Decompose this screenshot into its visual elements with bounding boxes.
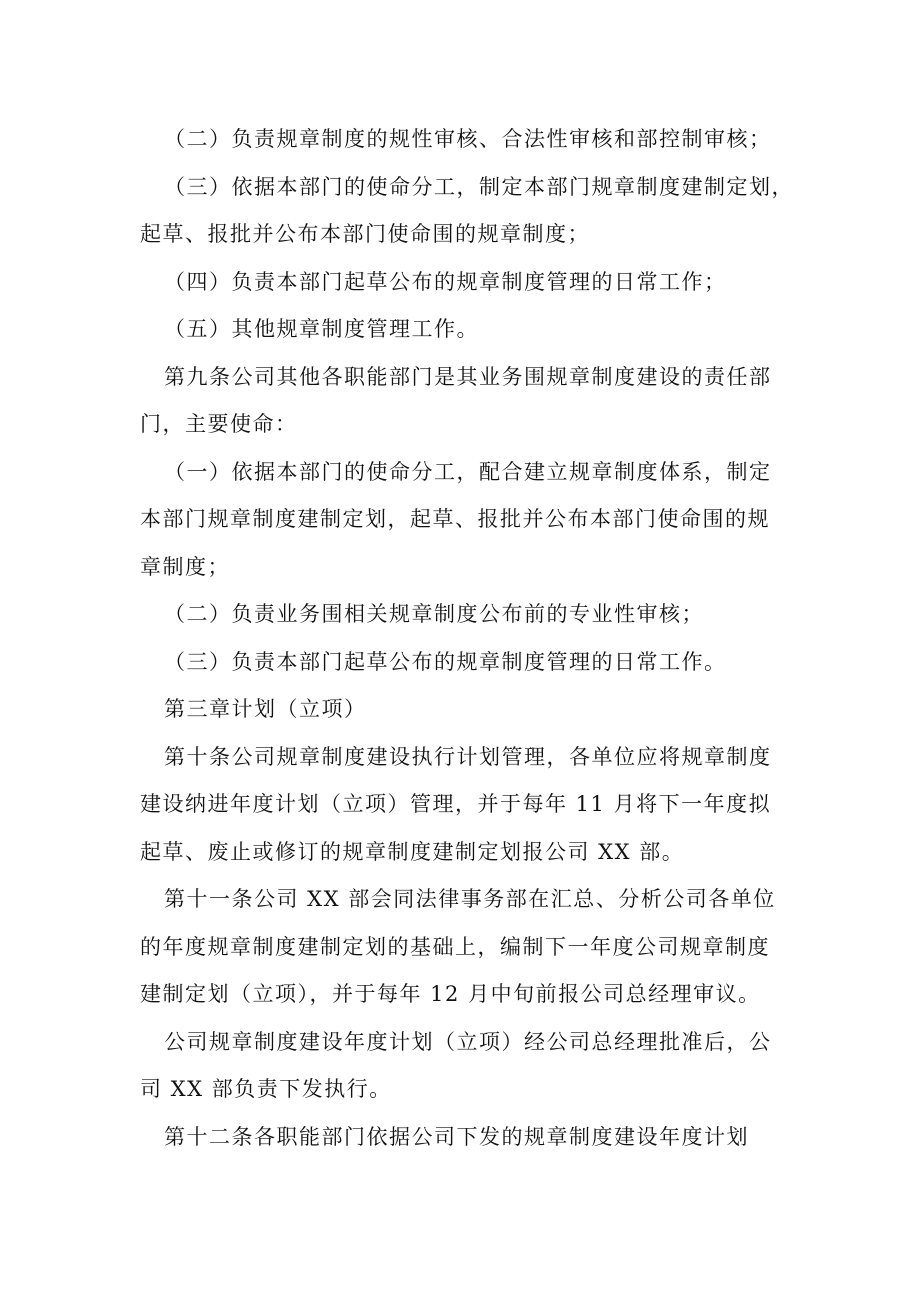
article-9-item-1-cont: 本部门规章制度建制定划，起草、报批并公布本部门使命围的规 — [140, 507, 770, 531]
article-9-heading: 第九条公司其他各职能部门是其业务围规章制度建设的责任部 — [164, 364, 772, 389]
article-9-item-1-end: 章制度； — [140, 554, 230, 579]
article-9-item-1: （一）依据本部门的使命分工，配合建立规章制度体系，制定 — [164, 459, 772, 484]
article-9-item-2: （二）负责业务围相关规章制度公布前的专业性审核； — [164, 602, 704, 626]
article-12: 第十二条各职能部门依据公司下发的规章制度建设年度计划 — [164, 1124, 749, 1149]
annual-plan-paragraph-end: 司 XX 部负责下发执行。 — [140, 1077, 392, 1101]
article-11-end: 建制定划（立项），并于每年 12 月中旬前报公司总经理审议。 — [140, 982, 761, 1006]
clause-item-3-plan: （三）依据本部门的使命分工，制定本部门规章制度建制定划， — [164, 174, 794, 199]
document-body — [140, 116, 800, 1161]
article-11-cont: 的年度规章制度建制定划的基础上，编制下一年度公司规章制度 — [140, 934, 770, 959]
article-9-heading-cont: 门，主要使命： — [140, 412, 298, 436]
article-10-cont: 建设纳进年度计划（立项）管理，并于每年 11 月将下一年度拟 — [140, 792, 772, 816]
annual-plan-paragraph: 公司规章制度建设年度计划（立项）经公司总经理批准后，公 — [164, 1029, 772, 1054]
article-10: 第十条公司规章制度建设执行计划管理，各单位应将规章制度 — [164, 744, 772, 769]
clause-item-3-plan-cont: 起草、报批并公布本部门使命围的规章制度； — [140, 222, 590, 246]
article-9-item-3: （三）负责本部门起草公布的规章制度管理的日常工作。 — [164, 649, 727, 674]
article-11: 第十一条公司 XX 部会同法律事务部在汇总、分析公司各单位 — [164, 887, 776, 911]
article-10-end: 起草、废止或修订的规章制度建制定划报公司 XX 部。 — [140, 839, 685, 864]
chapter-3-title: 第三章计划（立项） — [164, 697, 367, 721]
clause-item-4-daily: （四）负责本部门起草公布的规章制度管理的日常工作； — [164, 269, 727, 294]
clause-item-2-review: （二）负责规章制度的规性审核、合法性审核和部控制审核； — [164, 127, 772, 151]
clause-item-5-other: （五）其他规章制度管理工作。 — [164, 317, 479, 341]
